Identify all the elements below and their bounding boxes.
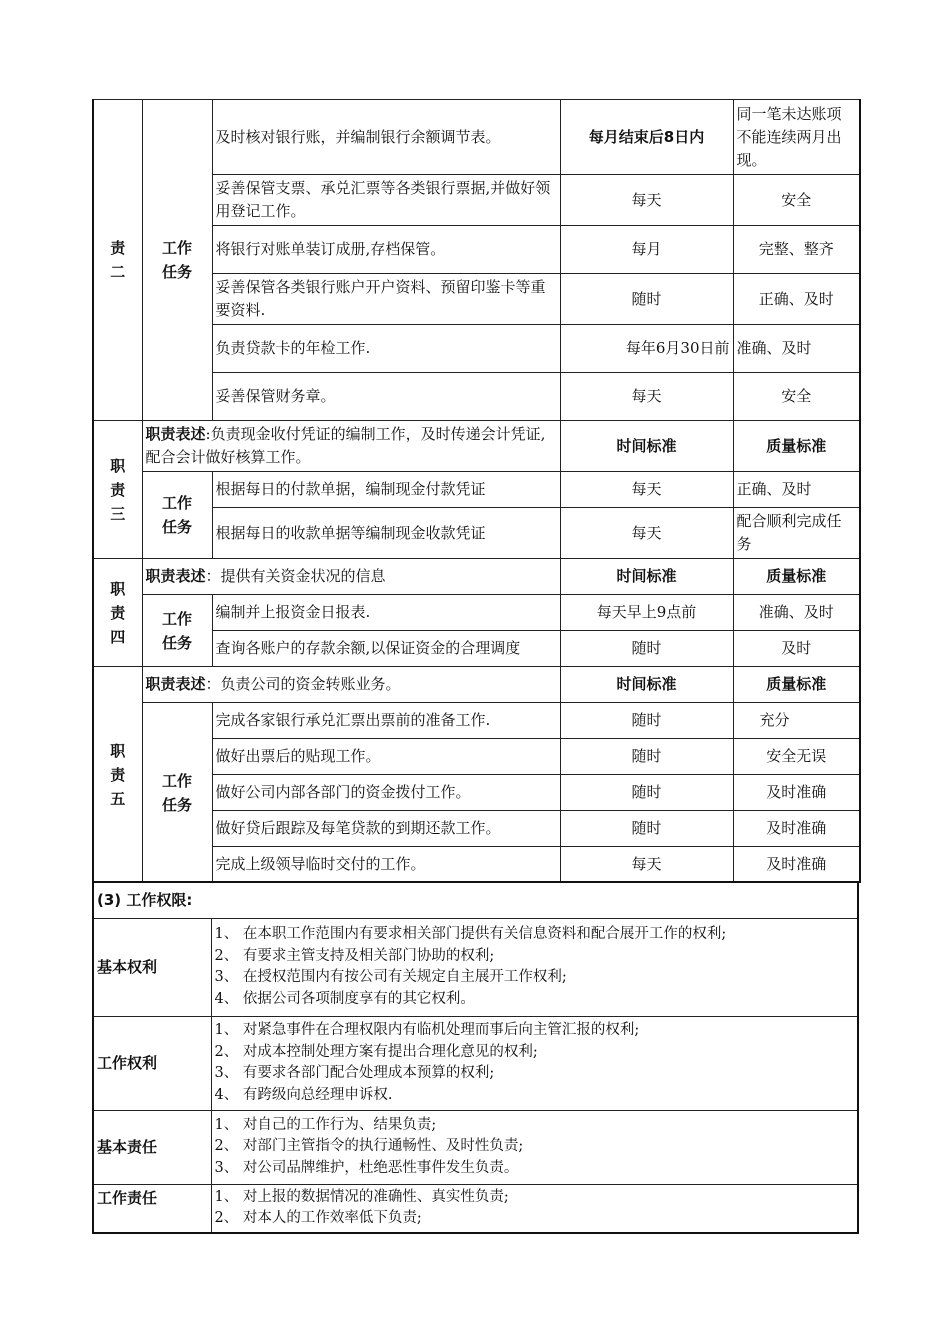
task-cell: 根据每日的收款单据等编制现金收款凭证 — [212, 508, 560, 559]
section-items: 1、 对紧急事件在合理权限内有临机处理而事后向主管汇报的权利; 2、 对成本控制处理方案有提出合理化意见的权利; 3、 有要求各部门配合处理成本预算的权利; 4、 有跨级向总经理申诉权. — [211, 1016, 858, 1110]
task-cell: 做好公司内部各部门的资金拨付工作。 — [212, 775, 560, 811]
time-cell: 随时 — [560, 631, 733, 667]
quality-cell: 及时 — [733, 631, 860, 667]
quality-cell: 同一笔未达账项不能连续两月出现。 — [733, 100, 860, 175]
quality-cell: 配合顺利完成任务 — [733, 508, 860, 559]
table-row — [93, 1110, 858, 1184]
duty2-label-cell: 责二 — [93, 100, 142, 421]
time-cell: 随时 — [560, 274, 733, 325]
task-cell: 做好贷后跟踪及每笔贷款的到期还款工作。 — [212, 811, 560, 847]
time-cell: 随时 — [560, 775, 733, 811]
time-cell: 随时 — [560, 739, 733, 775]
time-header: 时间标准 — [560, 559, 733, 595]
table-row — [93, 100, 860, 175]
time-cell: 每天早上9点前 — [560, 595, 733, 631]
section-items: 1、 对自己的工作行为、结果负责; 2、 对部门主管指令的执行通畅性、及时性负责; 3、 对公司品牌维护，杜绝恶性事件发生负责。 — [211, 1110, 858, 1184]
time-cell: 每年6月30日前 — [560, 325, 733, 373]
time-cell: 每月 — [560, 226, 733, 274]
quality-cell: 及时准确 — [733, 811, 860, 847]
quality-cell: 正确、及时 — [733, 472, 860, 508]
time-cell: 每天 — [560, 508, 733, 559]
time-cell: 每天 — [560, 847, 733, 883]
quality-cell: 准确、及时 — [733, 595, 860, 631]
section-items: 1、 在本职工作范围内有要求相关部门提供有关信息资料和配合展开工作的权利; 2、 有要求主管支持及相关部门协助的权利; 3、 在授权范围内有按公司有关规定自主展开工作权利; 4、 依据公司各项制度享有的其它权利。 — [211, 918, 858, 1016]
quality-cell: 安全 — [733, 175, 860, 226]
time-header: 时间标准 — [560, 667, 733, 703]
time-cell: 每天 — [560, 472, 733, 508]
quality-cell: 准确、及时 — [733, 325, 860, 373]
quality-header: 质量标准 — [733, 667, 860, 703]
quality-cell: 及时准确 — [733, 775, 860, 811]
duty2-task-label-cell: 工作任务 — [142, 100, 212, 421]
table-row — [93, 595, 860, 631]
task-cell: 做好出票后的贴现工作。 — [212, 739, 560, 775]
duties-table — [92, 99, 861, 883]
time-cell: 每月结束后8日内 — [560, 100, 733, 175]
authority-table — [92, 881, 859, 1234]
quality-cell: 完整、整齐 — [733, 226, 860, 274]
task-cell: 根据每日的付款单据，编制现金付款凭证 — [212, 472, 560, 508]
task-cell: 完成各家银行承兑汇票出票前的准备工作. — [212, 703, 560, 739]
table-row — [93, 421, 860, 472]
duty5-description: 职责表述：负责公司的资金转账业务。 — [142, 667, 560, 703]
time-cell: 随时 — [560, 703, 733, 739]
task-cell: 将银行对账单装订成册,存档保管。 — [212, 226, 560, 274]
task-cell: 妥善保管各类银行账户开户资料、预留印鉴卡等重要资料. — [212, 274, 560, 325]
table-row — [93, 559, 860, 595]
section-items: 1、 对上报的数据情况的准确性、真实性负责; 2、 对本人的工作效率低下负责; — [211, 1184, 858, 1233]
time-cell: 随时 — [560, 811, 733, 847]
section-label: 工作责任 — [93, 1184, 211, 1233]
time-cell: 每天 — [560, 175, 733, 226]
table-row — [93, 667, 860, 703]
duty4-task-label-cell: 工作任务 — [142, 595, 212, 667]
quality-cell: 及时准确 — [733, 847, 860, 883]
task-cell: 妥善保管财务章。 — [212, 373, 560, 421]
task-cell: 及时核对银行账，并编制银行余额调节表。 — [212, 100, 560, 175]
table-row — [93, 1016, 858, 1110]
task-cell: 负责贷款卡的年检工作. — [212, 325, 560, 373]
task-cell: 妥善保管支票、承兑汇票等各类银行票据,并做好领用登记工作。 — [212, 175, 560, 226]
authority-heading: (3) 工作权限: — [93, 882, 858, 918]
duty3-label-cell: 职责三 — [93, 421, 142, 559]
table-row — [93, 882, 858, 918]
time-cell: 每天 — [560, 373, 733, 421]
table-row — [93, 918, 858, 1016]
section-label: 工作权利 — [93, 1016, 211, 1110]
quality-cell: 正确、及时 — [733, 274, 860, 325]
duty4-label-cell: 职责四 — [93, 559, 142, 667]
time-header: 时间标准 — [560, 421, 733, 472]
quality-cell: 安全 — [733, 373, 860, 421]
duty5-task-label-cell: 工作任务 — [142, 703, 212, 883]
duty3-description: 职责表述:负责现金收付凭证的编制工作，及时传递会计凭证,配合会计做好核算工作。 — [142, 421, 560, 472]
section-label: 基本权利 — [93, 918, 211, 1016]
quality-cell: 安全无误 — [733, 739, 860, 775]
table-row — [93, 1184, 858, 1233]
section-label: 基本责任 — [93, 1110, 211, 1184]
duty5-label-cell: 职责五 — [93, 667, 142, 883]
duty4-description: 职责表述：提供有关资金状况的信息 — [142, 559, 560, 595]
duty3-task-label-cell: 工作任务 — [142, 472, 212, 559]
task-cell: 完成上级领导临时交付的工作。 — [212, 847, 560, 883]
task-cell: 编制并上报资金日报表. — [212, 595, 560, 631]
table-row — [93, 703, 860, 739]
quality-header: 质量标准 — [733, 559, 860, 595]
task-cell: 查询各账户的存款余额,以保证资金的合理调度 — [212, 631, 560, 667]
table-row — [93, 472, 860, 508]
quality-header: 质量标准 — [733, 421, 860, 472]
quality-cell: 充分 — [733, 703, 860, 739]
